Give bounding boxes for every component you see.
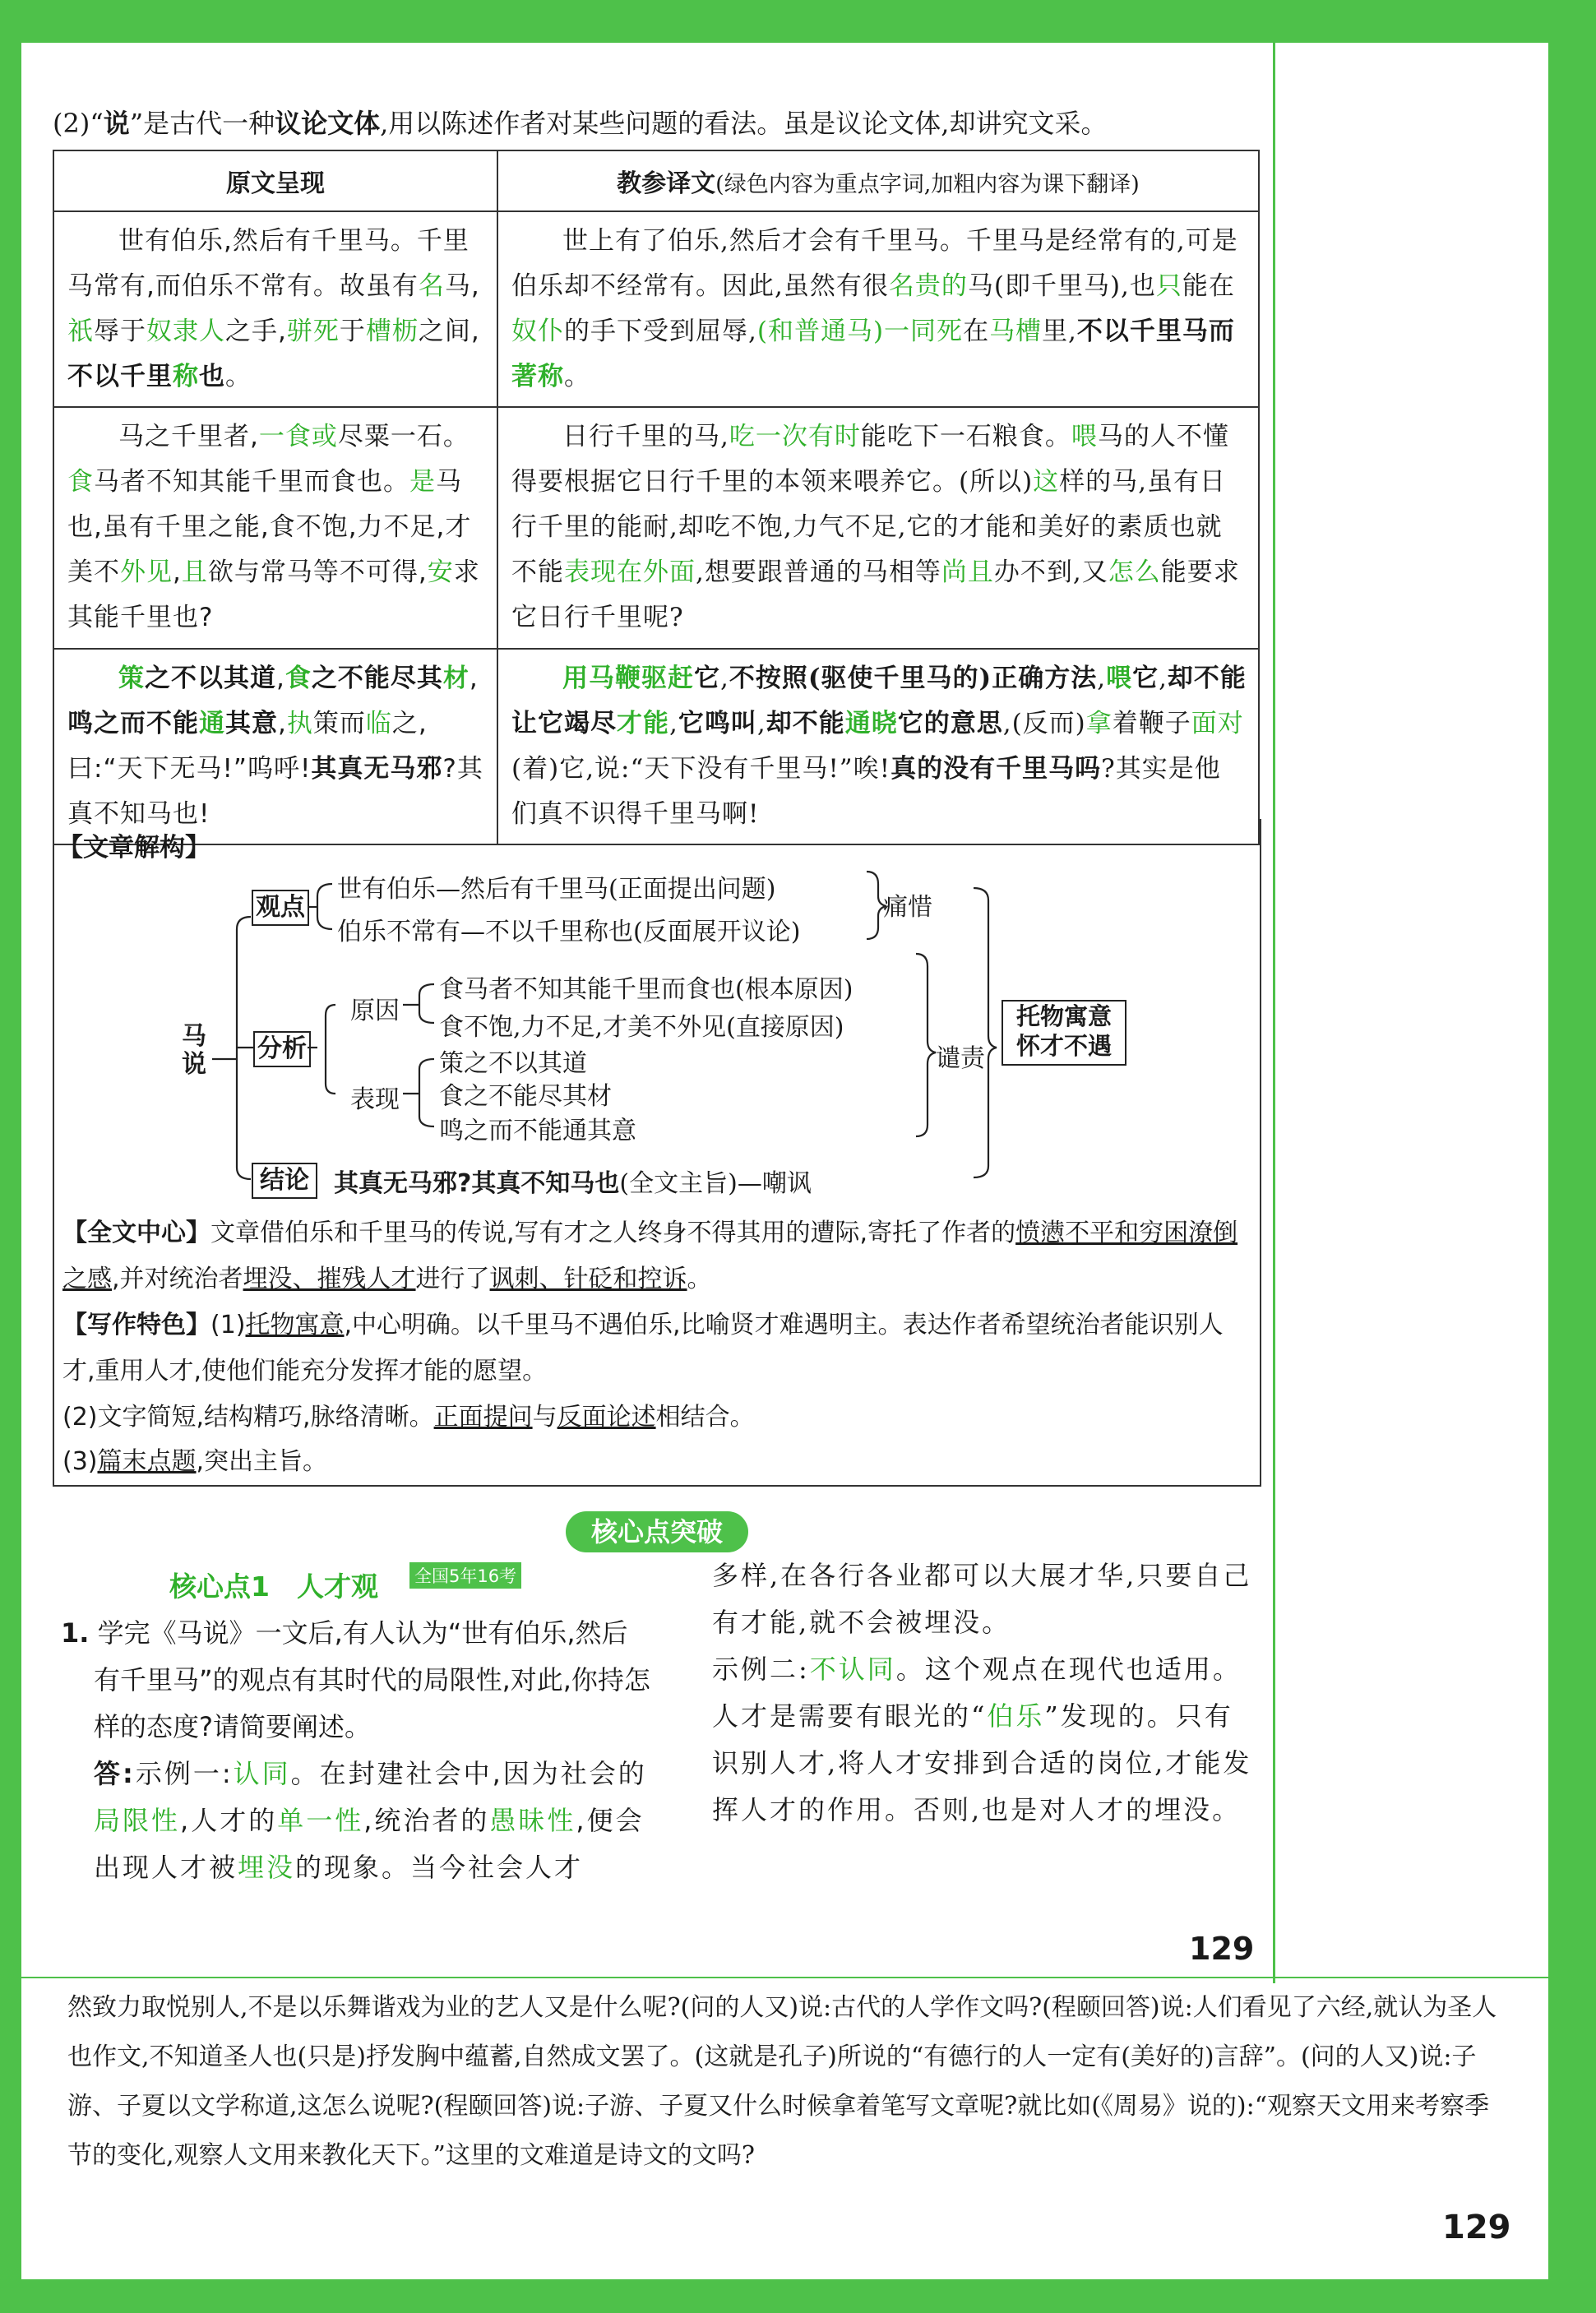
- key-word: 是: [409, 467, 436, 497]
- text-run: 于: [339, 317, 366, 346]
- key-word: 喂: [1106, 664, 1133, 693]
- key-word: 尚且: [941, 557, 994, 587]
- key-word: 食: [67, 467, 94, 497]
- bold-text: 却不能: [766, 709, 845, 738]
- header-original: 原文呈现: [53, 150, 497, 211]
- bold-text: 不以千里: [67, 362, 173, 391]
- writing-p1a: (1): [210, 1311, 246, 1339]
- writing-point-3: [62, 1439, 1255, 1485]
- key-word: 或: [311, 422, 338, 451]
- text-run: ,: [756, 709, 766, 738]
- label-cause: 原因: [350, 997, 400, 1025]
- a2-prefix: 示例二:: [712, 1654, 810, 1685]
- a1-t5: 的现象。当今社会人才: [295, 1852, 584, 1883]
- conclusion-rest: (全文主旨)—嘲讽: [619, 1169, 812, 1198]
- key-word: 奴仆: [511, 317, 564, 346]
- key-word: 用马鞭驱赶: [562, 664, 694, 693]
- a1-g5: 埋没: [238, 1852, 296, 1883]
- key-word: 著称: [511, 362, 564, 391]
- show-item-3: 鸣之而不能通其意: [439, 1117, 636, 1145]
- center-t2: ,并对统治者: [112, 1265, 243, 1293]
- text-run: 马者不知其能千里而食也。: [94, 467, 409, 497]
- intro-kind: 议论文体: [275, 108, 381, 139]
- text-run: ,(反而): [1002, 709, 1086, 738]
- writing-p2u1: 正面提问: [433, 1403, 533, 1432]
- center-u2: 埋没、摧残人才: [243, 1265, 416, 1293]
- bottom-divider: [21, 1977, 1551, 1978]
- writing-p2b: 相结合。: [655, 1403, 755, 1432]
- text-run: 之手,: [225, 317, 287, 346]
- text-run: ,: [278, 709, 287, 738]
- a2-g2: 伯乐: [987, 1700, 1045, 1732]
- key-word: 才能: [617, 709, 669, 738]
- center-t4: 。: [687, 1265, 712, 1293]
- text-run: ,: [720, 664, 729, 693]
- key-word: 名贵的: [888, 271, 968, 301]
- text-run: 里,: [1042, 317, 1077, 346]
- key-word: 面对: [1191, 709, 1244, 738]
- text-run: (着)它,说:“天下没有千里马!”唉!: [511, 754, 891, 784]
- a1-t3: ,统治者的: [363, 1805, 490, 1836]
- answer-1-continued: 多样,在各行各业都可以大展才华,只要自己有才能,就不会被埋没。: [712, 1560, 1252, 1638]
- a1-t2: ,人才的: [180, 1805, 278, 1836]
- green-bottom-border: [0, 2279, 1596, 2313]
- box-analysis: 分析: [253, 1031, 311, 1067]
- bottom-translation-text: 然致力取悦别人,不是以乐舞谐戏为业的艺人又是什么呢?(问的人又)说:古代的人学作文吗?(程颐回答)说:人们看见了六经,就认为圣人也作文,不知道圣人也(只是)抒发胸中蕴蓄,自然成文罢了。(这就是孔子)所说的“有德行的人一定有(美好的)言辞”。(问的人又)说:子游、子夏以文学称道,这怎么说呢?(程颐回答)说:子游、子夏又什么时候拿着笔写文章呢?就比如(《周易》说的):“观察天文用来考察季节的变化,观察人文用来教化天下。”这里的文难道是诗文的文吗?: [67, 1993, 1497, 2170]
- box-theme: [1002, 1000, 1126, 1066]
- key-word: 槽枥: [365, 317, 419, 346]
- key-word: 安: [427, 557, 454, 587]
- text-run: ,想要跟普通的马相等: [696, 557, 941, 587]
- text-run: 世上有了伯乐,然后才会有千里马。千里马是经常有的,可是伯乐却不经常有。因此,虽然有很: [511, 226, 1238, 301]
- bold-text: 它: [1132, 664, 1159, 693]
- text-run: 马也,虽有千里之能,食不饱,力不足,才美不: [67, 467, 472, 587]
- question-block: [51, 1610, 651, 1891]
- cause-item-2: 食不饱,力不足,才美不外见(直接原因): [439, 1013, 844, 1042]
- answer-label: 答:: [94, 1758, 136, 1789]
- writing-p2a: (2)文字简短,结构精巧,脉络清晰。: [62, 1403, 434, 1432]
- text-run: ?其真不知马也!: [67, 754, 483, 829]
- a1-t4: ,便会出现人才被: [94, 1805, 645, 1883]
- bold-text: 其真无马邪: [311, 754, 443, 784]
- intro-mid: ”是古代一种: [129, 108, 275, 139]
- a1-g2: 局限性: [94, 1805, 181, 1836]
- theme-line-1: 托物寓意: [1015, 1002, 1112, 1030]
- page-number-outer: 129: [1442, 2209, 1511, 2246]
- center-u3: 讽刺、针砭和控诉: [489, 1265, 687, 1293]
- question-number: 1.: [61, 1617, 90, 1649]
- header-translation-note: (绿色内容为重点字词,加粗内容为课下翻译): [715, 172, 1140, 197]
- key-word: 祇: [67, 317, 94, 346]
- writing-p1b: ,中心明确。以千里马不遇伯乐,比喻贤才难遇明主。表达作者希望统治者能识别人才,重用人才,使他们能充分发挥才能的愿望。: [62, 1311, 1224, 1385]
- key-word: 马槽: [989, 317, 1043, 346]
- label-condemn: 谴责: [936, 1044, 985, 1073]
- key-word: 骈死: [286, 317, 340, 346]
- bold-text: 也: [199, 362, 225, 391]
- a1-prefix: 示例一:: [135, 1758, 234, 1789]
- bold-text: 之不以其道: [145, 664, 276, 693]
- center-paragraph: [62, 1210, 1255, 1302]
- writing-point-2: [62, 1395, 1255, 1441]
- text-run: 求其能千里也?: [67, 557, 480, 632]
- bold-text: 其意: [225, 709, 278, 738]
- a1-g3: 单一性: [277, 1805, 364, 1836]
- viewpoint-item-1: 世有伯乐—然后有千里马(正面提出问题): [337, 875, 776, 904]
- writing-p3u: 篇末点题: [97, 1447, 197, 1476]
- a2-t1: 。这个观点在现代也适用。人才是需要有眼光的“: [712, 1654, 1242, 1732]
- text-run: 马之千里者,: [118, 422, 259, 451]
- key-word: 名: [418, 271, 445, 301]
- header-translation-label: 教参译文: [617, 169, 716, 198]
- cause-item-1: 食马者不知其能千里而食也(根本原因): [439, 975, 854, 1004]
- bold-text: 真的没有千里马吗: [891, 754, 1102, 784]
- key-word: 怎么: [1108, 557, 1161, 587]
- text-run: ,: [469, 664, 479, 693]
- answer-right-column: [712, 1552, 1255, 1834]
- label-pity: 痛惜: [883, 893, 932, 922]
- theme-line-2: 怀才不遇: [1015, 1032, 1112, 1060]
- answer-1: [51, 1751, 651, 1891]
- text-run: 马,: [444, 271, 480, 301]
- text-run: 尽粟一石。: [337, 422, 470, 451]
- key-word: 材: [442, 664, 470, 693]
- writing-p1u: 托物寓意: [245, 1311, 345, 1339]
- key-word: 食: [285, 664, 312, 693]
- text-run: 着鞭子: [1112, 709, 1191, 738]
- key-word: 策: [118, 664, 145, 693]
- answer-2: [712, 1646, 1255, 1834]
- intro-prefix: (2)“: [53, 108, 104, 139]
- text-run: 马的人不懂得要根据它日行千里的本领来喂养它。(所以): [511, 422, 1229, 497]
- structure-label: 【文章解构】: [58, 833, 210, 863]
- box-conclusion: 结论: [252, 1163, 317, 1199]
- text-run: 辱于: [94, 317, 146, 346]
- text-run: 在: [963, 317, 990, 346]
- text-run: 。: [564, 362, 590, 391]
- question-text: [51, 1610, 651, 1751]
- key-word: 执: [286, 709, 313, 738]
- text-run: ,: [276, 664, 285, 693]
- bold-text: 之不能尽其: [311, 664, 443, 693]
- text-run: 日行千里的马,: [562, 422, 729, 451]
- bold-text: 它的意思: [897, 709, 1003, 738]
- text-run: ,: [173, 557, 182, 587]
- text-run: 世有伯乐,然后有千里马。千里马常有,而伯乐不常有。故虽有: [67, 226, 470, 301]
- key-word: 这: [1033, 467, 1060, 497]
- page-number-inner: 129: [1189, 1931, 1255, 1967]
- intro-term: 说: [103, 108, 130, 139]
- text-run: 的手下受到屈辱,: [564, 317, 757, 346]
- writing-p2m: 与: [532, 1403, 557, 1432]
- show-item-2: 食之不能尽其材: [439, 1082, 612, 1111]
- key-word: 通晓: [844, 709, 898, 738]
- writing-paragraph: [62, 1302, 1255, 1395]
- key-word: 且: [181, 557, 208, 587]
- text-run: 欲与常马等不可得,: [207, 557, 428, 587]
- mindmap-root: 马说: [182, 1022, 206, 1079]
- conclusion-text: [334, 1163, 812, 1199]
- key-word: 吃一次有时: [729, 422, 861, 451]
- key-word: 外见: [120, 557, 173, 587]
- text-run: 。: [225, 362, 252, 391]
- bold-text: 它: [694, 664, 720, 693]
- text-run: 能要求它日行千里呢?: [511, 557, 1240, 632]
- text-run: 能在: [1182, 271, 1235, 301]
- center-label: 【全文中心】: [62, 1219, 210, 1247]
- text-run: ?其实是他们真不识得千里马啊!: [511, 754, 1221, 829]
- writing-p3a: (3): [62, 1447, 98, 1476]
- text-run: 之,曰:“天下无马!”呜呼!: [67, 709, 428, 784]
- text-run: ,: [669, 709, 678, 738]
- center-t3: 进行了: [415, 1265, 490, 1293]
- bold-text: 不以千里马而: [1076, 317, 1235, 346]
- label-show: 表现: [350, 1085, 400, 1114]
- key-word: 奴隶人: [146, 317, 225, 346]
- text-run: 办不到,又: [993, 557, 1108, 587]
- key-word: 称: [173, 362, 199, 391]
- key-word: 临: [365, 709, 392, 738]
- a1-t1: 。在封建社会中,因为社会的: [290, 1758, 647, 1789]
- text-run: 之间,: [418, 317, 480, 346]
- a1-g1: 认同: [233, 1758, 291, 1789]
- center-u1: 愤懑不平和穷困潦倒之感: [62, 1219, 1238, 1293]
- bold-text: 不按照(驱使千里马的)正确方法: [729, 664, 1098, 693]
- exam-badge: 全国5年16考: [409, 1562, 521, 1589]
- key-word: 只: [1155, 271, 1182, 301]
- bold-text: 却不能让它竭尽: [511, 664, 1247, 738]
- a2-g1: 不认同: [809, 1654, 896, 1685]
- bold-text: 鸣之而不能: [67, 709, 199, 738]
- key-word: 表现在外面: [564, 557, 696, 587]
- bold-text: 它鸣叫: [678, 709, 757, 738]
- text-run: 样的马,虽有日行千里的能耐,却吃不饱,力气不足,它的才能和美好的素质也就不能: [511, 467, 1227, 587]
- key-word: 一食: [258, 422, 312, 451]
- center-t1: 文章借伯乐和千里马的传说,写有才之人终身不得其用的遭际,寄托了作者的: [210, 1219, 1016, 1247]
- key-word: 拿: [1085, 709, 1113, 738]
- text-run: ,: [1097, 664, 1107, 693]
- a2-t2: ”发现的。只有识别人才,将人才安排到合适的岗位,才能发挥人才的作用。否则,也是对人才的埋没。: [712, 1700, 1252, 1825]
- question-body: 学完《马说》一文后,有人认为“世有伯乐,然后有千里马”的观点有其时代的局限性,对此,你持怎样的态度?请简要阐述。: [94, 1617, 650, 1742]
- text-run: ,: [1159, 664, 1168, 693]
- viewpoint-item-2: 伯乐不常有—不以千里称也(反面展开议论): [337, 918, 801, 946]
- text-run: 能吃下一石粮食。: [860, 422, 1071, 451]
- a1-g4: 愚昧性: [489, 1805, 576, 1836]
- writing-label: 【写作特色】: [62, 1311, 210, 1339]
- key-word: 通: [199, 709, 225, 738]
- writing-p2u2: 反面论述: [557, 1403, 656, 1432]
- conclusion-bold: 其真无马邪?其真不知马也: [334, 1169, 620, 1198]
- writing-p3b: ,突出主旨。: [196, 1447, 328, 1476]
- core-section-pill: 核心点突破: [566, 1511, 748, 1552]
- text-run: 马(即千里马),也: [967, 271, 1156, 301]
- show-item-1: 策之不以其道: [439, 1049, 587, 1078]
- intro-rest: ,用以陈述作者对某些问题的看法。虽是议论文体,却讲究文采。: [380, 108, 1108, 139]
- key-word: (和普通马)一同死: [756, 317, 964, 346]
- text-run: 策而: [312, 709, 366, 738]
- core-title: 核心点1 人才观: [169, 1571, 378, 1603]
- box-viewpoint: 观点: [252, 890, 309, 926]
- key-word: 喂: [1071, 422, 1098, 451]
